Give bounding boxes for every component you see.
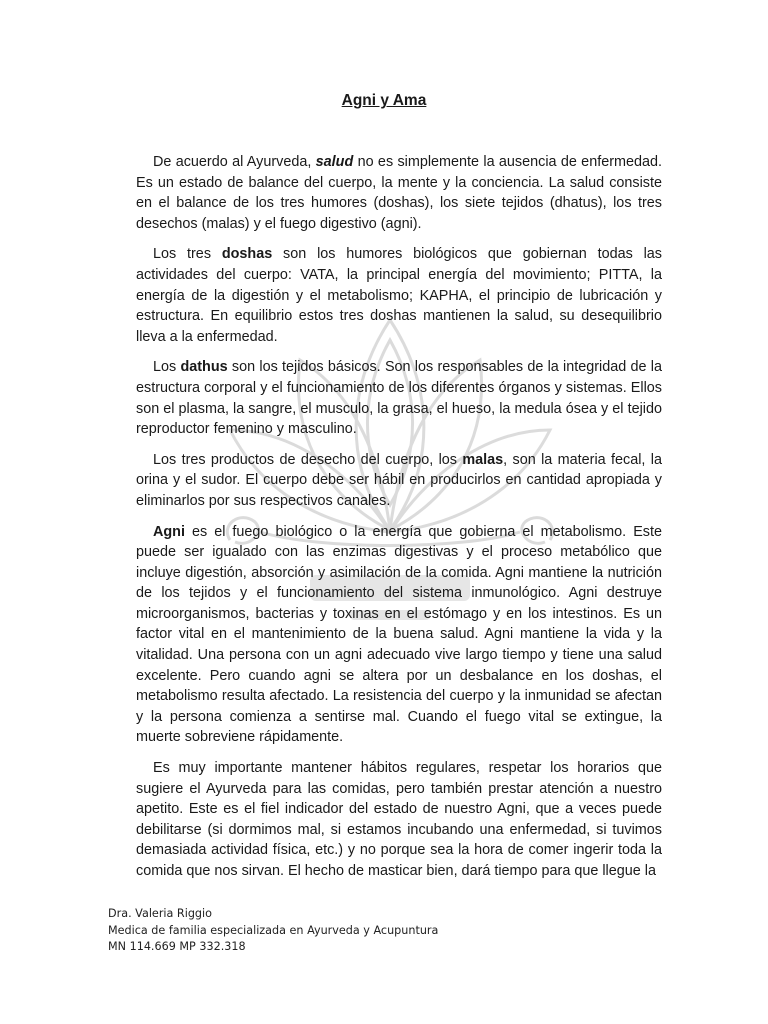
- footer-license: MN 114.669 MP 332.318: [108, 940, 246, 953]
- document-title: Agni y Ama: [341, 92, 427, 109]
- body-paragraph: [136, 522, 662, 749]
- paragraph-text: son los humores biológicos que gobiernan todas las actividades del cuerpo: VATA, la principal energía del movimiento; PITTA, la energía de la digestión y el metabolismo; KAPHA, el principio de lubricación y estructura. En equilibrio estos tres doshas mantienen la salud, su desequilibrio lleva a la enfermedad.: [136, 246, 662, 345]
- body-paragraph: [136, 357, 662, 439]
- paragraph-text: Los tres productos de desecho del cuerpo, los: [153, 451, 463, 468]
- paragraph-text: , son la materia fecal, la orina y el sudor. El cuerpo debe ser hábil en producirlos en cantidad apropiada y eliminarlos por sus respectivos canales.: [136, 451, 662, 509]
- paragraph-text: son los tejidos básicos. Son los responsables de la integridad de la estructura corporal y el funcionamiento de los diferentes órganos y sistemas. Ellos son el plasma, la sangre, el musculo, la grasa, el hueso, la medula ósea y el tejido reproductor femenino y masculino.: [136, 359, 662, 438]
- key-term: Agni: [153, 523, 185, 540]
- paragraph-text: no es simplemente la ausencia de enfermedad. Es un estado de balance del cuerpo, la mente y la conciencia. La salud consiste en el balance de los tres humores (doshas), los siete tejidos (dhatus), los tres desechos (malas) y el fuego digestivo (agni).: [136, 154, 662, 232]
- key-term: [316, 154, 354, 170]
- paragraph-text: Los tres: [153, 246, 222, 263]
- paragraph-text: es el fuego biológico o la energía que gobierna el metabolismo. Este puede ser igualado con las enzimas digestivas y el proceso metabólico que incluye digestión, absorción y asimilación de la comida. Agni mantiene la nutrición de los tejidos y el funcionamiento del sistema inmunológico. Agni destruye microorganismos, bacterias y toxinas en el estómago y en los intestinos. Es un factor vital en el mantenimiento de la buena salud. Agni mantiene la vida y la vitalidad. Una persona con un agni adecuado vive largo tiempo y tiene una salud excelente. Pero cuando agni se altera por un desbalance en los doshas, el metabolismo resulta afectado. La resistencia del cuerpo y la inmunidad se afectan y la persona comienza a sentirse mal. Cuando el fuego vital se extingue, la muerte sobreviene rápidamente.: [136, 523, 662, 746]
- paragraph-text: De acuerdo al Ayurveda,: [153, 154, 316, 170]
- footer-specialty: Medica de familia especializada en Ayurveda y Acupuntura: [108, 923, 439, 937]
- body-paragraph: [136, 152, 662, 234]
- body-paragraph: [136, 244, 662, 347]
- document-body: [136, 152, 662, 879]
- paragraph-text: Es muy importante mantener hábitos regulares, respetar los horarios que sugiere el Ayurveda para las comidas, pero también prestar atención a nuestro apetito. Este es el fiel indicador del estado de nuestro Agni, que a veces puede debilitarse (si dormimos mal, si estamos incubando una enfermedad, si tuvimos demasiada actividad física, etc.) y no porque sea la hora de comer ingerir toda la comida que nos sirvan. El hecho de masticar bien, dará tiempo para que llegue la: [136, 760, 662, 879]
- key-term: dathus: [180, 359, 228, 376]
- body-paragraph: [136, 758, 662, 879]
- footer-author: Dra. Valeria Riggio: [108, 907, 212, 920]
- author-footer: [108, 906, 438, 956]
- key-term: doshas: [221, 246, 273, 263]
- body-paragraph: [136, 450, 662, 512]
- paragraph-text: Los: [153, 359, 181, 376]
- key-term: malas: [462, 451, 504, 468]
- emphasis-term: salud: [315, 154, 354, 170]
